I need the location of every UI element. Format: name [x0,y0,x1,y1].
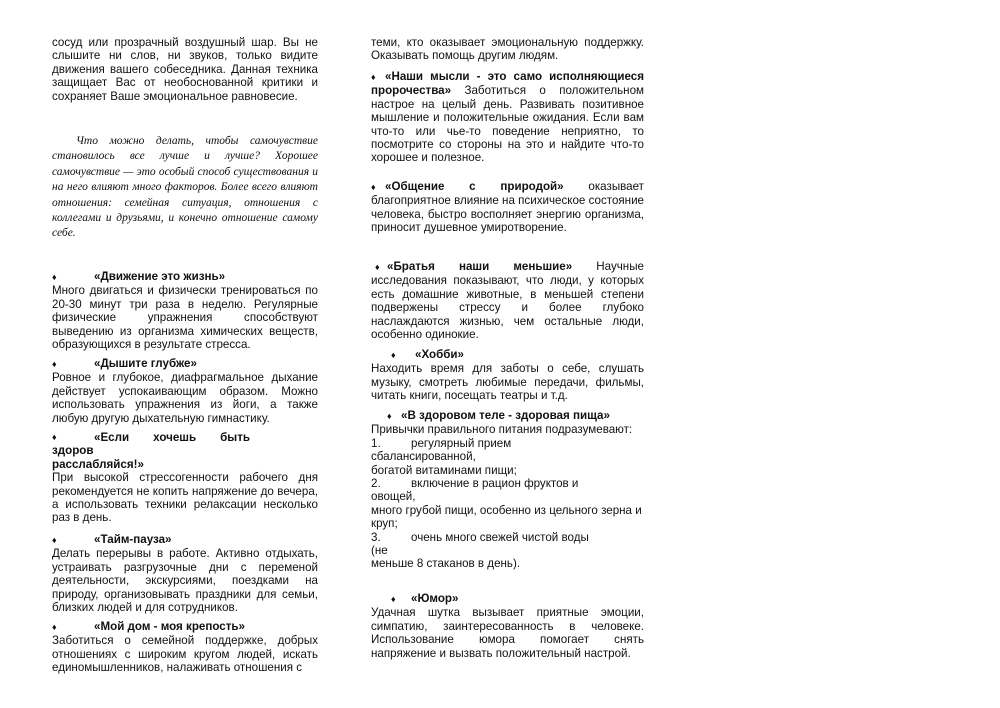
section-heading [52,620,318,634]
section-movement [52,270,318,351]
list-text: (не [371,544,388,558]
diamond-bullet-icon: ♦ [371,182,376,192]
section-text: Удачная шутка вызывает приятные эмоции, симпатию, заинтересованность в человеке. Использование юмора помогает снять напряжение и вызвать положительный настрой. [371,606,644,660]
section-title: «Хобби» [415,348,465,361]
section-heading [52,431,250,444]
diamond-bullet-icon: ♦ [52,535,57,545]
section-heading [371,348,644,362]
section-title: «Наши мысли - это само исполняющиеся пророчества» [371,70,644,98]
diamond-bullet-icon: ♦ [371,72,376,82]
diamond-bullet-icon: ♦ [52,432,57,442]
section-title-line: расслабляйся!» [52,457,144,471]
list-number: 1. [371,436,381,450]
section-text-with-title [371,180,644,235]
section-food [371,409,644,571]
paragraph-support: теми, кто оказывает эмоциональную поддержку. Оказывать помощь другим людям. [371,36,644,63]
section-title-line: здоров [52,444,94,458]
diamond-bullet-icon: ♦ [52,272,57,282]
diamond-bullet-icon: ♦ [52,359,57,369]
section-home [52,620,318,675]
section-title: «В здоровом теле - здоровая пища» [401,409,610,422]
list-text: овощей, [371,490,416,504]
diamond-bullet-icon: ♦ [375,262,380,272]
section-text: Находить время для заботы о себе, слушать музыку, смотреть любимые передачи, фильмы, читать книги, посещать театры и т.д. [371,362,644,403]
section-text-with-title [371,260,644,341]
diamond-bullet-icon: ♦ [391,350,396,360]
list-text: круп; [371,517,398,531]
list-text: сбалансированной, [371,450,476,464]
section-title: «Братья наши меньшие» [387,260,573,273]
italic-intro: Что можно делать, чтобы самочувствие становилось все лучше и лучше? Хорошее самочувствие — это особый способ существования и на него влияют много факторов. Более всего влияют отношения: семейная ситуация, отношения с коллегами и друзьями, и конечно отношение самому себе. [52,135,318,240]
section-title: «Юмор» [411,592,459,605]
section-timeout [52,533,318,614]
section-title: «Общение с природой» [385,180,564,193]
section-pets [371,260,644,341]
list-text: богатой витаминами пищи; [371,463,517,477]
section-heading [371,180,564,193]
section-nature [371,180,644,235]
section-humor [371,592,644,660]
section-title: «Мой дом - моя крепость» [94,620,246,633]
section-text: Заботиться о семейной поддержке, добрых отношениях с широким кругом людей, искать единомышленников, налаживать отношения с [52,634,318,675]
section-title: «Движение это жизнь» [94,270,226,283]
section-text: Научные исследования показывают, что люди, у которых есть домашние животные, в меньшей степени подвержены стрессу и более глубоко наслаждаются жизнью, чем остальные люди, особенно одинокие. [371,260,644,342]
section-heading [371,592,644,606]
diamond-bullet-icon: ♦ [391,594,396,604]
section-relax [52,431,318,525]
food-intro: Привычки правильного питания подразумевают: [371,423,633,437]
section-text: Много двигаться и физически тренироваться по 20-30 минут три раза в неделю. Регулярные физические упражнения способствуют выведению из организма химических веществ, образующихся в результате стресса. [52,284,318,352]
section-text: Ровное и глубокое, диафрагмальное дыхание действует успокаивающим образом. Можно использовать упражнения из йоги, а также любую другую дыхательную гимнастику. [52,371,318,425]
list-number: 3. [371,530,381,544]
section-text-with-title [371,70,644,165]
list-text: меньше 8 стаканов в день). [371,557,521,571]
section-text: Делать перерывы в работе. Активно отдыхать, устраивать разгрузочные дни с переменой деятельности, экскурсиями, поездками на природу, организовывать праздники для семьи, близких людей и для сотрудников. [52,547,318,615]
paragraph-technique: сосуд или прозрачный воздушный шар. Вы не слышите ни слов, ни звуков, только видите движения вашего собеседника. Данная техника защищает Вас от необоснованной критики и сохраняет Ваше эмоциональное равновесие. [52,36,318,103]
section-hobby [371,348,644,403]
section-title: «Если хочешь быть [94,431,250,444]
list-text: много грубой пищи, особенно из цельного зерна и [371,503,642,517]
section-breathing [52,357,318,425]
diamond-bullet-icon: ♦ [52,622,57,632]
section-heading [52,357,318,371]
list-text: включение в рацион фруктов и [411,477,579,491]
section-thoughts [371,70,644,165]
section-text: При высокой стрессогенности рабочего дня рекомендуется не копить напряжение до вечера, а использовать техники релаксации несколько раз в день. [52,471,318,525]
list-number: 2. [371,477,381,491]
list-item-3 [371,531,644,544]
section-heading [52,533,318,547]
section-text: оказывает благоприятное влияние на психическое состояние человека, быстро восполняет энергию организма, приносит душевное умиротворение. [371,180,644,235]
section-title: «Тайм-пауза» [94,533,172,546]
section-heading [371,260,572,273]
list-text: очень много свежей чистой воды [411,530,589,544]
list-item-2 [371,477,644,490]
section-text: Заботиться о положительном настрое на целый день. Развивать позитивное мышление и положительные ожидания. Если вам что-то или чье-то поведение неприятно, то посмотрите со стороны на это и найдите что-то хорошее и полезное. [371,84,644,165]
diamond-bullet-icon: ♦ [387,411,392,421]
list-item-1 [371,437,644,450]
section-heading [52,270,318,284]
section-title: «Дышите глубже» [94,357,197,370]
list-text: регулярный прием [411,436,512,450]
section-heading [371,409,644,423]
